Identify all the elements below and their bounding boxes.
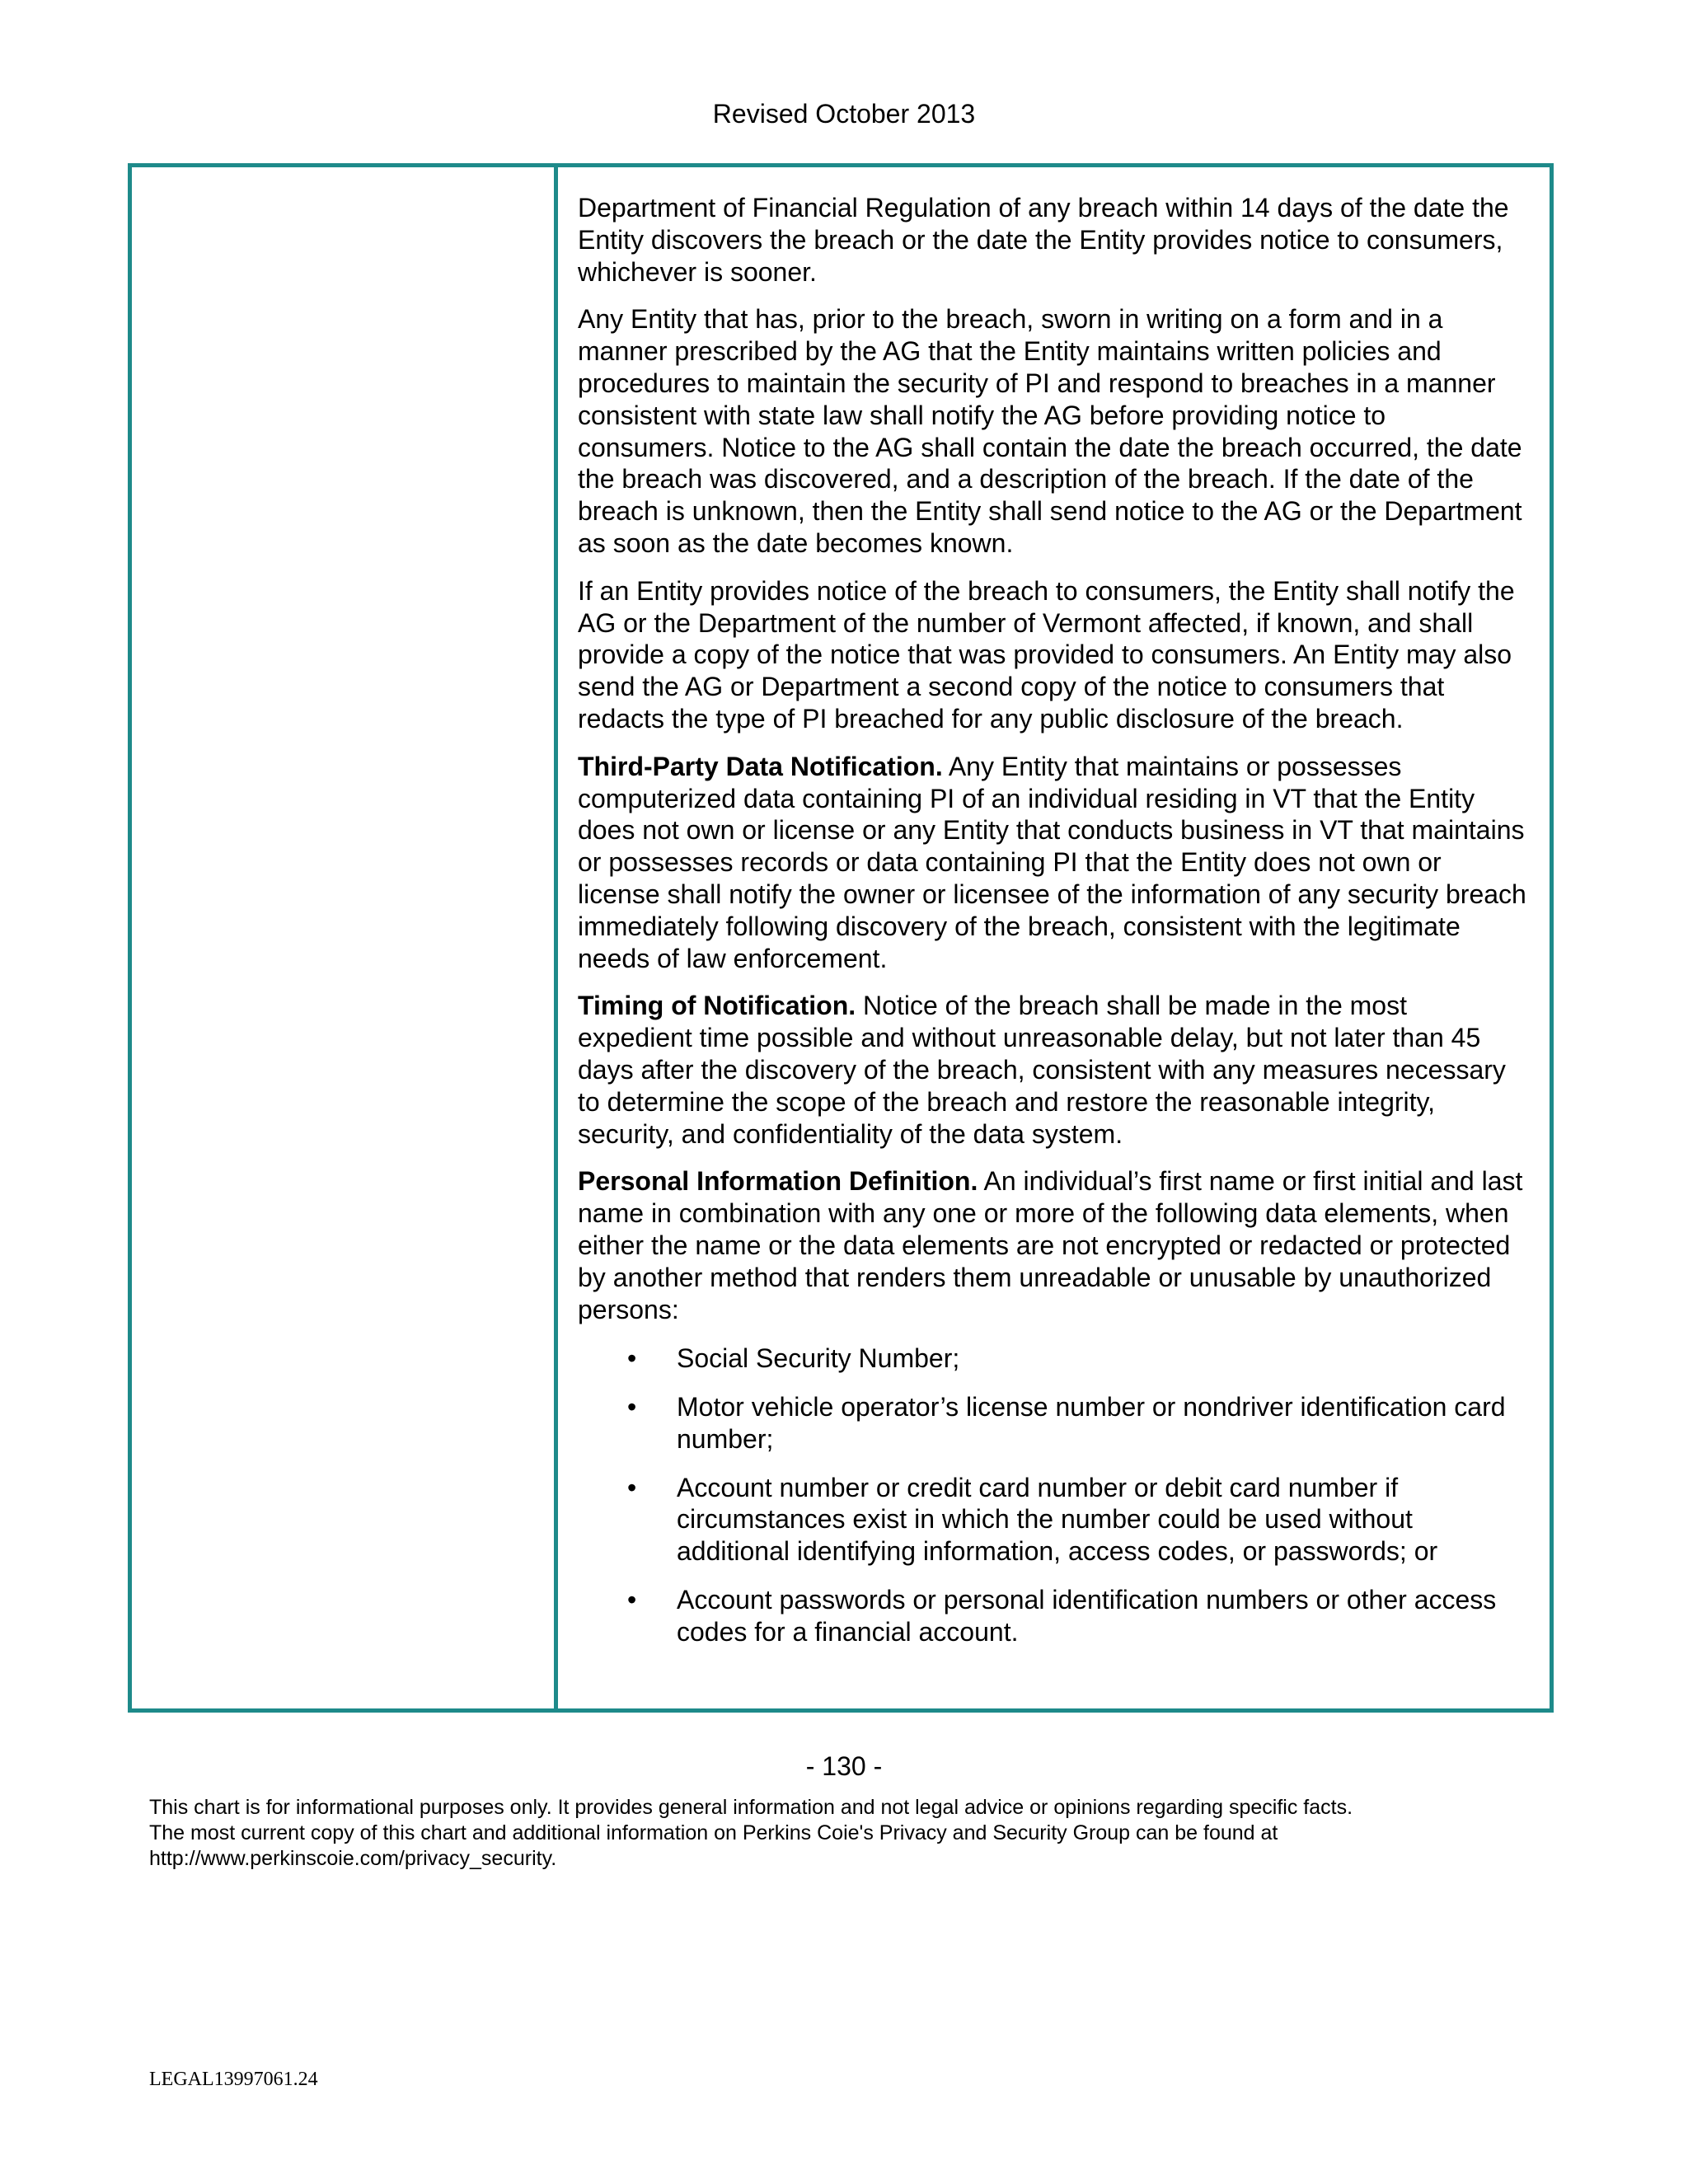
document-id: LEGAL13997061.24 — [149, 2069, 318, 2090]
provision-column-cell — [558, 167, 1550, 1708]
bullet-icon: • — [627, 1343, 637, 1374]
paragraph-department-notice: Department of Financial Regulation of any breach within 14 days of the date the Entity discovers the breach or the date the Entity provides notice to consumers, whichever is sooner. — [578, 193, 1509, 287]
timing-heading: Timing of Notification. — [578, 991, 856, 1021]
timing-text: Notice of the breach shall be made in the most expedient time possible and without unreasonable delay, but not later than 45 days after the discovery of the breach, consistent with any measures necessary to determine the scope of the breach and restore the reasonable integrity, security, and confidentiality of the data system. — [578, 991, 1506, 1149]
disclaimer-link[interactable]: http://www.perkinscoie.com/privacy_security. — [149, 1847, 557, 1870]
bullet-icon: • — [627, 1585, 637, 1615]
state-column-cell — [132, 167, 558, 1708]
disclaimer-line: The most current copy of this chart and additional information on Perkins Coie's Privacy and Security Group can be found at — [149, 1821, 1278, 1844]
pi-definition-text: An individual’s first name or first initial and last name in combination with any one or more of the following data elements, when either the name or the data elements are not encrypted or redacted or protected by another method that renders them unreadable or unusable by unauthorized persons: — [578, 1166, 1523, 1324]
paragraph-timing-of-notification — [578, 990, 1526, 1150]
bullet-icon: • — [627, 1392, 637, 1422]
list-item — [578, 1343, 1526, 1375]
bullet-icon: • — [627, 1472, 637, 1502]
paragraph-pi-definition — [578, 1165, 1526, 1325]
list-item — [578, 1391, 1526, 1455]
paragraph-consumer-notice-copy: If an Entity provides notice of the breach to consumers, the Entity shall notify the AG or the Department of the number of Vermont affected, if known, and shall provide a copy of the notice that was provided to consumers. An Entity may also send the AG or Department a second copy of the notice to consumers that redacts the type of PI breached for any public disclosure of the breach. — [578, 575, 1515, 733]
list-item — [578, 1472, 1526, 1568]
paragraph-ag-notice: Any Entity that has, prior to the breach, sworn in writing on a form and in a manner prescribed by the AG that the Entity maintains written policies and procedures to maintain the security of PI and respond to breaches in a manner consistent with state law shall notify the AG before providing notice to consumers. Notice to the AG shall contain the date the breach occurred, the date the breach was discovered, and a description of the breach. If the date of the breach is unknown, then the Entity shall send notice to the AG or the Department as soon as the date becomes known. — [578, 304, 1522, 558]
page-header-revised-date: Revised October 2013 — [712, 99, 976, 129]
page-number: - 130 - — [805, 1751, 883, 1781]
third-party-text: Any Entity that maintains or possesses computerized data containing PI of an individual residing in VT that the Entity does not own or license or any Entity that conducts business in VT that maintains or possesses records or data containing PI that the Entity does not own or license shall notify the owner or licensee of the information of any security breach immediately following discovery of the breach, consistent with the legitimate needs of law enforcement. — [578, 751, 1526, 973]
pi-data-elements-list — [578, 1343, 1526, 1647]
list-item-text: Motor vehicle operator’s license number or nondriver identification card number; — [677, 1392, 1506, 1454]
list-item-text: Social Security Number; — [677, 1343, 960, 1374]
chart-table — [128, 163, 1554, 1713]
footer-disclaimer — [149, 1795, 1550, 1872]
list-item-text: Account passwords or personal identification numbers or other access codes for a financial account. — [677, 1585, 1497, 1647]
disclaimer-line: This chart is for informational purposes only. It provides general information and not legal advice or opinions regarding specific facts. — [149, 1796, 1353, 1819]
pi-definition-heading: Personal Information Definition. — [578, 1166, 978, 1197]
paragraph-third-party-notification — [578, 751, 1526, 975]
third-party-heading: Third-Party Data Notification. — [578, 751, 943, 781]
list-item — [578, 1584, 1526, 1648]
list-item-text: Account number or credit card number or debit card number if circumstances exist in which the number could be used without additional identifying information, access codes, or passwords; or — [677, 1472, 1438, 1567]
